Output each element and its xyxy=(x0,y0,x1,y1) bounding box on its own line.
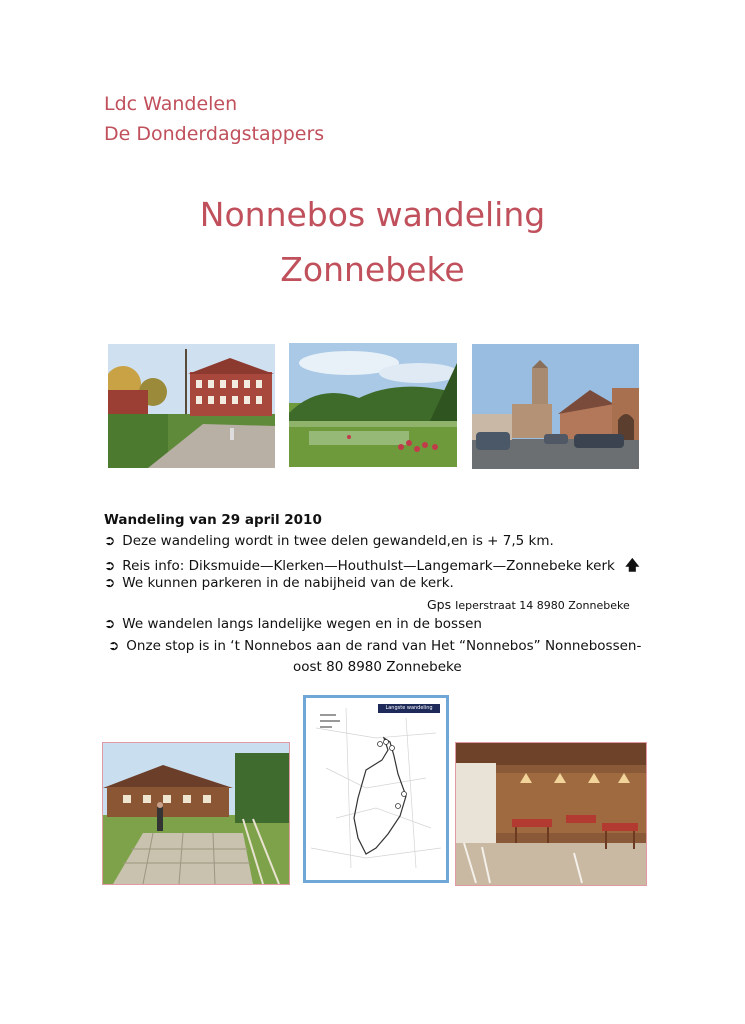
photo-park-garden xyxy=(289,343,457,467)
map-header-label: Langste wandeling xyxy=(378,704,440,713)
detail-stop xyxy=(108,638,641,654)
detail-distance-text: Deze wandeling wordt in twee delen gewandeld,en is + 7,5 km. xyxy=(122,533,554,549)
route-map-drawing xyxy=(306,698,446,880)
detail-stop-continued: oost 80 8980 Zonnebeke xyxy=(293,659,462,675)
arrow-bullet-icon: ➲ xyxy=(108,638,120,654)
photo-abbey-building xyxy=(108,344,275,468)
photo-church-street xyxy=(472,344,639,469)
detail-travel-info-text: Reis info: Diksmuide—Klerken—Houthulst—Langemark—Zonnebeke kerk xyxy=(122,558,615,574)
photo-restaurant-interior xyxy=(455,742,647,886)
photo-chalet-path xyxy=(102,742,290,885)
club-name: Ldc Wandelen xyxy=(104,93,238,115)
detail-distance xyxy=(104,533,554,549)
detail-parking xyxy=(104,575,454,591)
arrow-bullet-icon: ➲ xyxy=(104,558,116,574)
detail-stop-text: Onze stop is in ‘t Nonnebos aan de rand van Het “Nonnebos” Nonnebossen- xyxy=(126,638,642,654)
club-subtitle: De Donderdagstappers xyxy=(104,123,325,145)
detail-route-type xyxy=(104,616,482,632)
arrow-bullet-icon: ➲ xyxy=(104,575,116,591)
detail-route-type-text: We wandelen langs landelijke wegen en in de bossen xyxy=(122,616,482,632)
up-arrow-icon: 🡅 xyxy=(625,558,640,574)
gps-label: Gps xyxy=(427,597,452,612)
page-title: Nonnebos wandeling xyxy=(199,195,546,234)
arrow-bullet-icon: ➲ xyxy=(104,533,116,549)
route-map xyxy=(303,695,449,883)
gps-line xyxy=(427,597,630,612)
page-subtitle: Zonnebeke xyxy=(280,250,465,289)
walk-date-heading: Wandeling van 29 april 2010 xyxy=(104,512,322,528)
gps-address: Ieperstraat 14 8980 Zonnebeke xyxy=(455,599,630,612)
arrow-bullet-icon: ➲ xyxy=(104,616,116,632)
detail-parking-text: We kunnen parkeren in de nabijheid van de kerk. xyxy=(122,575,454,591)
